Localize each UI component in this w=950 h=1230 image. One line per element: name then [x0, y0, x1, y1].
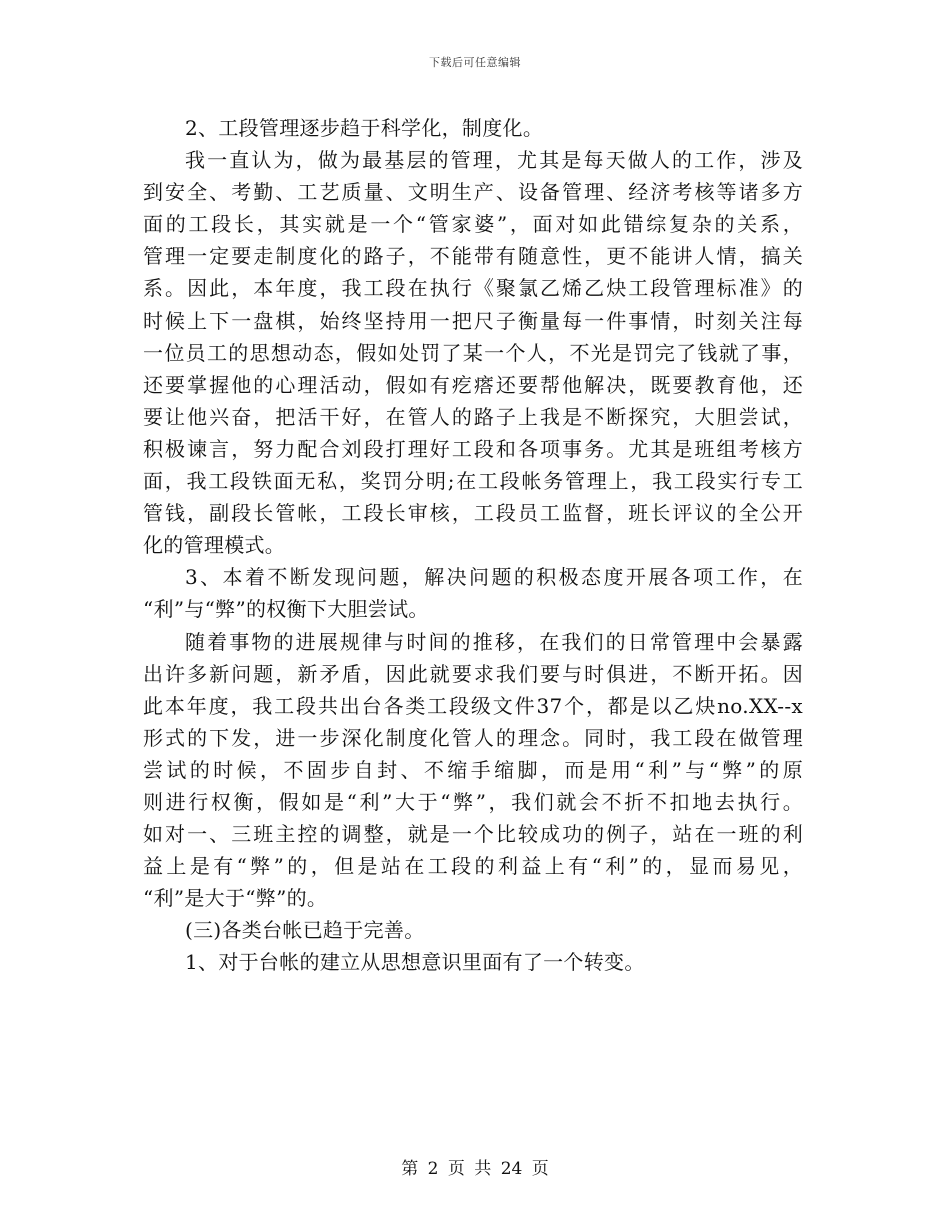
paragraph-line: 2、工段管理逐步趋于科学化，制度化。: [185, 116, 544, 140]
page-header: 下载后可任意编辑: [429, 56, 521, 69]
paragraph-line: 面的工段长，其实就是一个“管家婆”，面对如此错综复杂的关系，: [143, 212, 803, 237]
paragraph-line: 一位员工的思想动态，假如处罚了某一个人，不光是罚完了钱就了事，: [143, 340, 803, 365]
paragraph: [143, 914, 803, 946]
paragraph-line: “利”是大于“弊”的。: [143, 886, 328, 911]
paragraph-line: 化的管理模式。: [143, 533, 286, 558]
paragraph: [143, 112, 803, 144]
paragraph-line: 积极谏言，努力配合刘段打理好工段和各项事务。尤其是班组考核方: [143, 436, 803, 461]
paragraph-line: 随着事物的进展规律与时间的推移，在我们的日常管理中会暴露: [185, 629, 803, 654]
paragraph-line: 出许多新问题，新矛盾，因此就要求我们要与时俱进，不断开拓。因: [143, 661, 803, 686]
paragraph: [143, 626, 803, 915]
paragraph-line: “利”与“弊”的权衡下大胆尝试。: [143, 597, 429, 622]
paragraph-line: 要让他兴奋，把活干好，在管人的路子上我是不断探究，大胆尝试，: [143, 404, 803, 429]
paragraph-line: 益上是有“弊”的，但是站在工段的利益上有“利”的，显而易见，: [143, 854, 803, 879]
paragraph-line: 面，我工段铁面无私，奖罚分明;在工段帐务管理上，我工段实行专工: [143, 469, 803, 494]
paragraph-line: 时候上下一盘棋，始终坚持用一把尺子衡量每一件事情，时刻关注每: [143, 308, 803, 333]
paragraph: [143, 144, 803, 561]
paragraph-line: 管理一定要走制度化的路子，不能带有随意性，更不能讲人情，搞关: [143, 244, 803, 269]
document-body: [143, 112, 803, 979]
paragraph-line: 如对一、三班主控的调整，就是一个比较成功的例子，站在一班的利: [143, 822, 803, 847]
paragraph-line: 到安全、考勤、工艺质量、文明生产、设备管理、经济考核等诸多方: [143, 180, 803, 205]
paragraph-line: 1、对于台帐的建立从思想意识里面有了一个转变。: [185, 950, 645, 975]
paragraph-line: 此本年度，我工段共出台各类工段级文件37个，都是以乙炔no.XX--x: [143, 693, 803, 718]
paragraph: [143, 561, 803, 625]
paragraph: [143, 946, 803, 978]
page-footer: 第 2 页 共 24 页: [401, 1159, 549, 1179]
paragraph-line: 尝试的时候，不固步自封、不缩手缩脚，而是用“利”与“弊”的原: [143, 757, 803, 782]
paragraph-line: (三)各类台帐已趋于完善。: [185, 918, 425, 943]
paragraph-line: 系。因此，本年度，我工段在执行《聚氯乙烯乙炔工段管理标准》的: [143, 276, 803, 301]
paragraph-line: 3、本着不断发现问题，解决问题的积极态度开展各项工作，在: [185, 565, 803, 590]
paragraph-line: 管钱，副段长管帐，工段长审核，工段员工监督，班长评议的全公开: [143, 501, 803, 526]
paragraph-line: 则进行权衡，假如是“利”大于“弊”，我们就会不折不扣地去执行。: [143, 789, 803, 814]
paragraph-line: 形式的下发，进一步深化制度化管人的理念。同时，我工段在做管理: [143, 725, 803, 750]
paragraph-line: 还要掌握他的心理活动，假如有疙瘩还要帮他解决，既要教育他，还: [143, 372, 803, 397]
paragraph-line: 我一直认为，做为最基层的管理，尤其是每天做人的工作，涉及: [185, 148, 803, 173]
